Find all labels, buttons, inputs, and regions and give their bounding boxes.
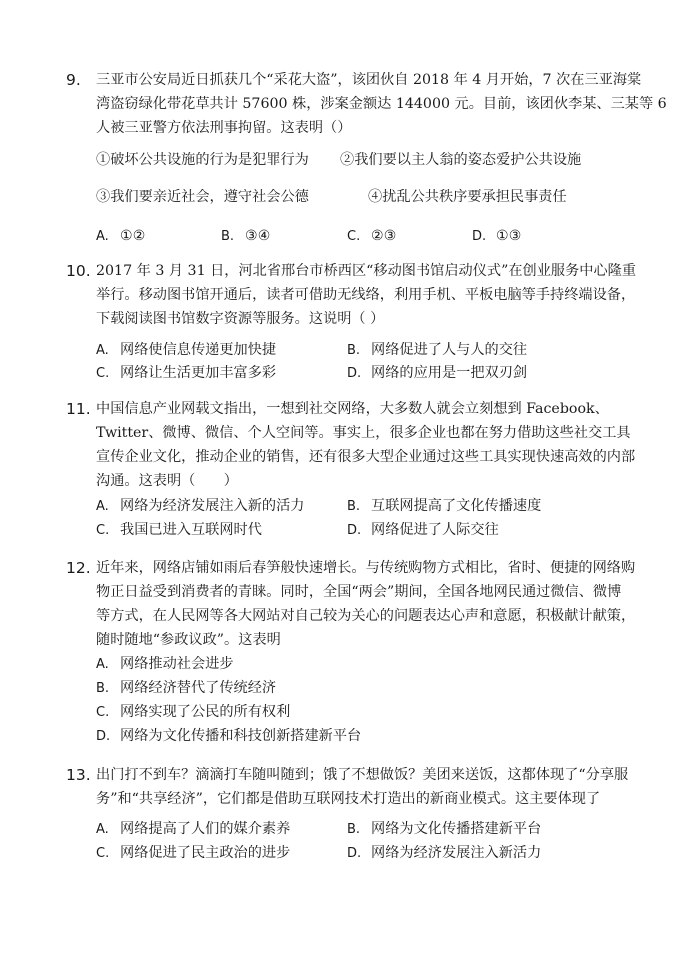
- option-row: [96, 361, 644, 385]
- stem-line: 湾盗窃绿化带花草共计 57600 株，涉案金额达 144000 元。目前，该团伙李某、三某等 6: [96, 96, 667, 112]
- option-row: [96, 224, 644, 248]
- option-d[interactable]: D. 网络为经济发展注入新活力: [347, 845, 542, 861]
- option-a[interactable]: A. 网络使信息传递更加快捷: [96, 342, 277, 358]
- stem-line: 等方式，在人民网等各大网站对自己较为关心的问题表达心声和意愿，积极献计献策，: [96, 608, 636, 624]
- option-d[interactable]: D. 网络促进了人际交往: [347, 522, 499, 538]
- stem-line: 随时随地“参政议政”。这表明: [96, 632, 281, 648]
- option-d[interactable]: D. ①③: [472, 228, 522, 244]
- question-stem: [96, 763, 644, 811]
- stem-line: 沟通。这表明（ ）: [96, 473, 238, 489]
- option-b[interactable]: B. 网络为文化传播搭建新平台: [347, 821, 542, 837]
- option-a[interactable]: A. 网络推动社会进步: [96, 656, 234, 672]
- stem-line: 出门打不到车？滴滴打车随叫随到；饿了不想做饭？美团来送饭，这都体现了“分享服: [96, 767, 629, 783]
- option-b[interactable]: B. 网络经济替代了传统经济: [96, 680, 277, 696]
- option-row: [96, 518, 644, 542]
- question-stem: [96, 397, 644, 493]
- option-c[interactable]: C. 我国已进入互联网时代: [96, 522, 262, 538]
- option-a[interactable]: A. 网络提高了人们的媒介素养: [96, 821, 291, 837]
- option-b[interactable]: B. ③④: [221, 228, 271, 244]
- statement-3: ③我们要亲近社会，遵守社会公德: [96, 189, 309, 205]
- stem-line: 举行。移动图书馆开通后，读者可借助无线络，利用手机、平板电脑等手持终端设备，: [96, 287, 636, 303]
- stem-line: 人被三亚警方依法刑事拘留。这表明（）: [96, 120, 352, 136]
- option-c[interactable]: C. 网络让生活更加丰富多彩: [96, 365, 277, 381]
- option-row: [96, 841, 644, 865]
- option-d[interactable]: D. 网络为文化传播和科技创新搭建新平台: [96, 728, 362, 744]
- question-stem: [96, 259, 644, 331]
- option-d[interactable]: D. 网络的应用是一把双刃剑: [347, 365, 528, 381]
- option-c[interactable]: C. 网络实现了公民的所有权利: [96, 704, 291, 720]
- statement-row: [96, 185, 644, 209]
- statement-4: ④扰乱公共秩序要承担民事责任: [368, 189, 567, 205]
- stem-line: 宣传企业文化，推动企业的销售，还有很多大型企业通过这些工具实现快速高效的内部: [96, 449, 636, 465]
- question-number: 12.: [66, 559, 91, 577]
- question-stem: [96, 68, 667, 140]
- stem-line: 务”和“共享经济”，它们都是借助互联网技术打造出的新商业模式。这主要体现了: [96, 791, 601, 807]
- statement-2: ②我们要以主人翁的姿态爱护公共设施: [340, 152, 582, 168]
- stem-line: Twitter、微博、微信、个人空间等。事实上，很多企业也都在努力借助这些社交工具: [96, 425, 631, 441]
- option-b[interactable]: B. 网络促进了人与人的交往: [347, 342, 528, 358]
- stem-line: 下载阅读图书馆数字资源等服务。这说明（ ）: [96, 311, 385, 327]
- question-number: 11.: [66, 400, 91, 418]
- option-row: [96, 652, 644, 676]
- stem-line: 中国信息产业网载文指出，一想到社交网络，大多数人就会立刻想到 Facebook、: [96, 401, 609, 417]
- statement-1: ①破坏公共设施的行为是犯罪行为: [96, 152, 309, 168]
- option-c[interactable]: C. ②③: [347, 228, 397, 244]
- statement-row: [96, 148, 644, 172]
- stem-line: 三亚市公安局近日抓获几个“采花大盗”，该团伙自 2018 年 4 月开始，7 次在三亚海棠: [96, 72, 642, 88]
- option-row: [96, 676, 644, 700]
- stem-line: 近年来，网络店铺如雨后春笋般快速增长。与传统购物方式相比，省时、便捷的网络购: [96, 560, 636, 576]
- option-b[interactable]: B. 互联网提高了文化传播速度: [347, 498, 542, 514]
- option-row: [96, 700, 644, 724]
- question-stem: [96, 556, 644, 652]
- option-row: [96, 494, 644, 518]
- stem-line: 物正日益受到消费者的青睐。同时，全国“两会”期间，全国各地网民通过微信、微博: [96, 584, 622, 600]
- option-c[interactable]: C. 网络促进了民主政治的进步: [96, 845, 291, 861]
- option-row: [96, 338, 644, 362]
- option-a[interactable]: A. 网络为经济发展注入新的活力: [96, 498, 305, 514]
- option-row: [96, 817, 644, 841]
- question-number: 9.: [66, 71, 81, 89]
- option-row: [96, 724, 644, 748]
- question-number: 13.: [66, 766, 91, 784]
- question-number: 10.: [66, 262, 91, 280]
- option-a[interactable]: A. ①②: [96, 228, 146, 244]
- stem-line: 2017 年 3 月 31 日，河北省邢台市桥西区“移动图书馆启动仪式”在创业服务中心隆重: [96, 263, 637, 279]
